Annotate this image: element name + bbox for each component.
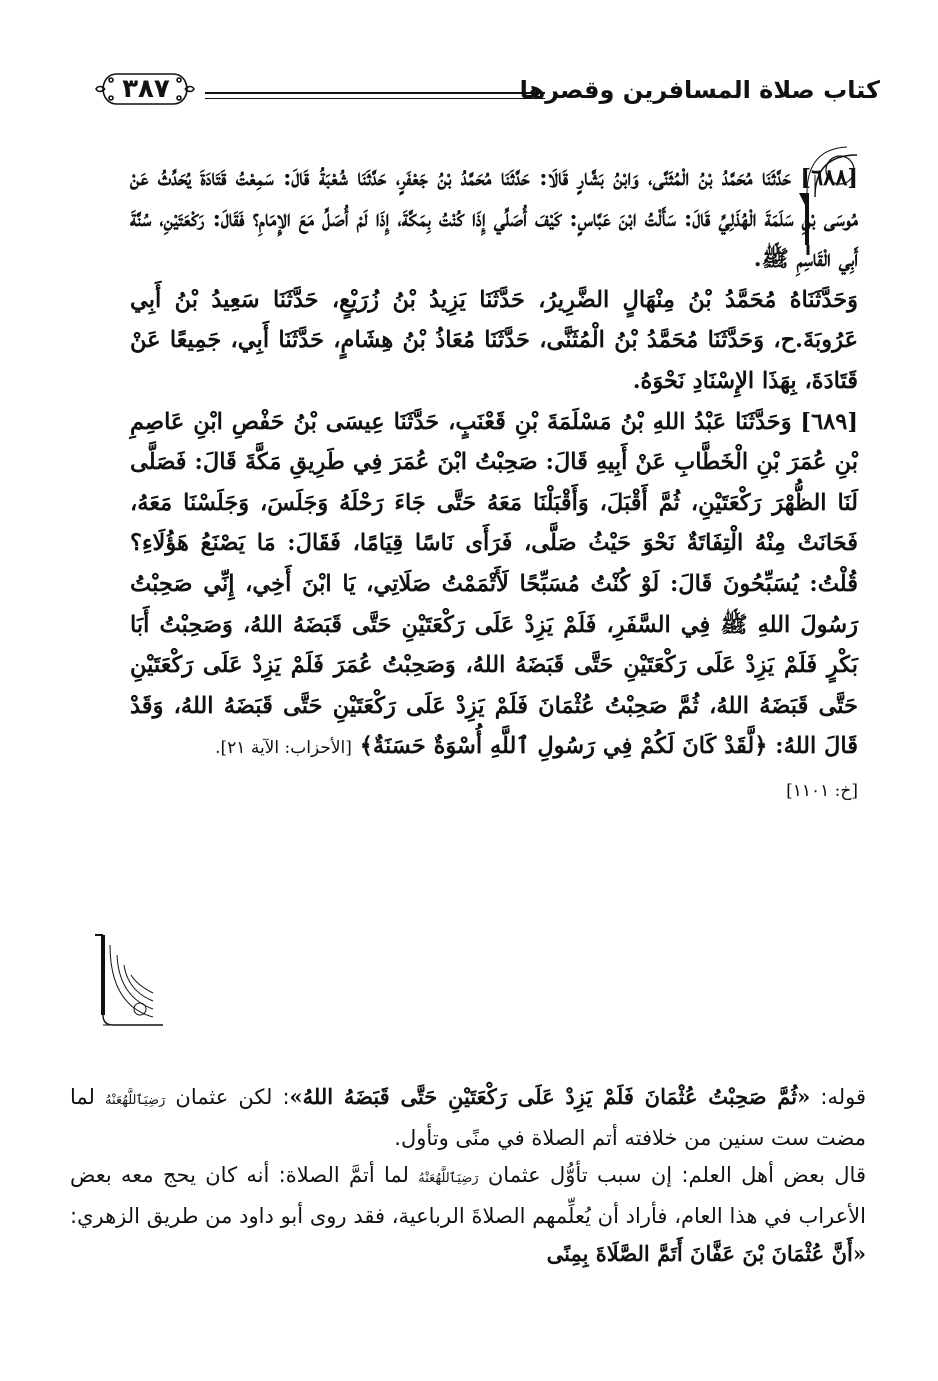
hadith-689-text: [٦٨٩] وَحَدَّثَنَا عَبْدُ اللهِ بْنُ مَسْلَمَةَ بْنِ قَعْنَبٍ، حَدَّثَنَا عِيسَى بْنُ حَفْصِ ابْنِ عَاصِمِ بْنِ عُمَرَ بْنِ الْخَطَّابِ عَنْ أَبِيهِ قَالَ: صَحِبْتُ ابْنَ عُمَرَ فِي طَرِيقِ مَكَّةَ قَالَ: فَصَلَّى لَنَا الظُّهْرَ رَكْعَتَيْنِ، ثُمَّ أَقْبَلَ، وَأَقْبَلْنَا مَعَهُ حَتَّى جَاءَ رَحْلَهُ وَجَلَسَ، وَجَلَسْنَا مَعَهُ، فَحَانَتْ مِنْهُ الْتِفَاتَةٌ نَحْوَ حَيْثُ صَلَّى، فَرَأَى نَاسًا قِيَامًا، فَقَالَ: مَا يَصْنَعُ هَؤُلَاءِ؟ قُلْتُ: يُسَبِّحُونَ قَالَ: لَوْ كُنْتُ مُسَبِّحًا لَأَتْمَمْتُ صَلَاتِي، يَا ابْنَ أَخِي، إِنِّي صَحِبْتُ رَسُولَ اللهِ ﷺ فِي السَّفَرِ، فَلَمْ يَزِدْ عَلَى رَكْعَتَيْنِ حَتَّى قَبَضَهُ اللهُ، وَصَحِبْتُ أَبَا بَكْرٍ فَلَمْ يَزِدْ عَلَى رَكْعَتَيْنِ حَتَّى قَبَضَهُ اللهُ، وَصَحِبْتُ عُمَرَ فَلَمْ يَزِدْ عَلَى رَكْعَتَيْنِ حَتَّى قَبَضَهُ اللهُ، ثُمَّ صَحِبْتُ عُثْمَانَ فَلَمْ يَزِدْ عَلَى رَكْعَتَيْنِ حَتَّى قَبَضَهُ اللهُ، وَقَدْ قَالَ اللهُ: ﴿لَّقَدْ كَانَ لَكُمْ فِي رَسُولِ ٱللَّهِ أُسْوَةٌ حَسَنَةٌ﴾	[130, 408, 858, 760]
honorific-glyph: رَضِيَٱللَّهُعَنْهُ	[105, 1093, 166, 1108]
header-rule-thin	[205, 98, 545, 99]
header-rule	[205, 92, 545, 94]
bukhari-reference: [خ: ١١٠١]	[786, 780, 858, 801]
quran-reference: [الأحزاب: الآية ٢١].	[215, 738, 352, 759]
page-header	[95, 62, 880, 122]
commentary-text: لما مضت ست سنين من خلافته أتم الصلاة في منًى وتأول.	[70, 1085, 866, 1150]
commentary-text: قال بعض أهل العلم: إن سبب تأوُّل عثمان	[478, 1163, 866, 1187]
page-number-ornament	[95, 68, 195, 110]
commentary-quote: «ثُمَّ صَحِبْتُ عُثْمَانَ فَلَمْ يَزِدْ عَلَى رَكْعَتَيْنِ حَتَّى قَبَضَهُ اللهُ»	[289, 1084, 811, 1109]
chapter-title: كتاب صلاة المسافرين وقصرها	[519, 76, 880, 104]
hadith-body	[130, 158, 858, 812]
bukhari-reference-line	[130, 769, 858, 812]
commentary-quote: «أَنَّ عُثْمَانَ بْنَ عَفَّانَ أَتَمَّ الصَّلَاةَ بِمِنًى	[546, 1241, 866, 1266]
page-number: ٣٨٧	[122, 74, 170, 104]
commentary	[70, 1078, 866, 1274]
commentary-paragraph-1	[70, 1078, 866, 1157]
commentary-text: : لكن عثمان	[165, 1085, 290, 1109]
commentary-lead: قوله:	[810, 1085, 866, 1109]
hadith-689	[130, 402, 858, 769]
commentary-paragraph-2	[70, 1157, 866, 1274]
hadith-688: [٦٨٨] حَدَّثَنَا مُحَمَّدُ بْنُ الْمُثَنَّى، وَابْنُ بَشَّارٍ قَالَا: حَدَّثَنَا مُحَمَّدُ بْنُ جَعْفَرٍ، حَدَّثَنَا شُعْبَةُ قَالَ: سَمِعْتُ قَتَادَةَ يُحَدِّثُ عَنْ مُوسَى بْنِ سَلَمَةَ الْهُذَلِيِّ قَالَ: سَأَلْتُ ابْنَ عَبَّاسٍ: كَيْفَ أُصَلِّي إِذَا كُنْتُ بِمَكَّةَ، إِذَا لَمْ أُصَلِّ مَعَ الإِمَامِ؟ فَقَالَ: رَكْعَتَيْنِ، سُنَّةَ أَبِي الْقَاسِمِ ﷺ.	[130, 165, 858, 273]
commentary-text: لما أتمَّ الصلاة: أنه كان يحج معه بعض الأعراب في هذا العام، فأراد أن يُعلِّمهم الصلاةَ الرباعية، فقد روى أبو داود من طريق الزهري:	[70, 1163, 866, 1228]
hadith-688-chain: وَحَدَّثَنَاهُ مُحَمَّدُ بْنُ مِنْهَالٍ الضَّرِيرُ، حَدَّثَنَا يَزِيدُ بْنُ زُرَيْعٍ، حَدَّثَنَا سَعِيدُ بْنُ أَبِي عَرُوبَةَ.ح، وَحَدَّثَنَا مُحَمَّدُ بْنُ الْمُثَنَّى، حَدَّثَنَا مُعَاذُ بْنُ هِشَامٍ، حَدَّثَنَا أَبِي، جَمِيعًا عَنْ قَتَادَةَ، بِهَذَا الإِسْنَادِ نَحْوَهُ.	[130, 286, 858, 394]
honorific-glyph: رَضِيَٱللَّهُعَنْهُ	[418, 1171, 479, 1186]
